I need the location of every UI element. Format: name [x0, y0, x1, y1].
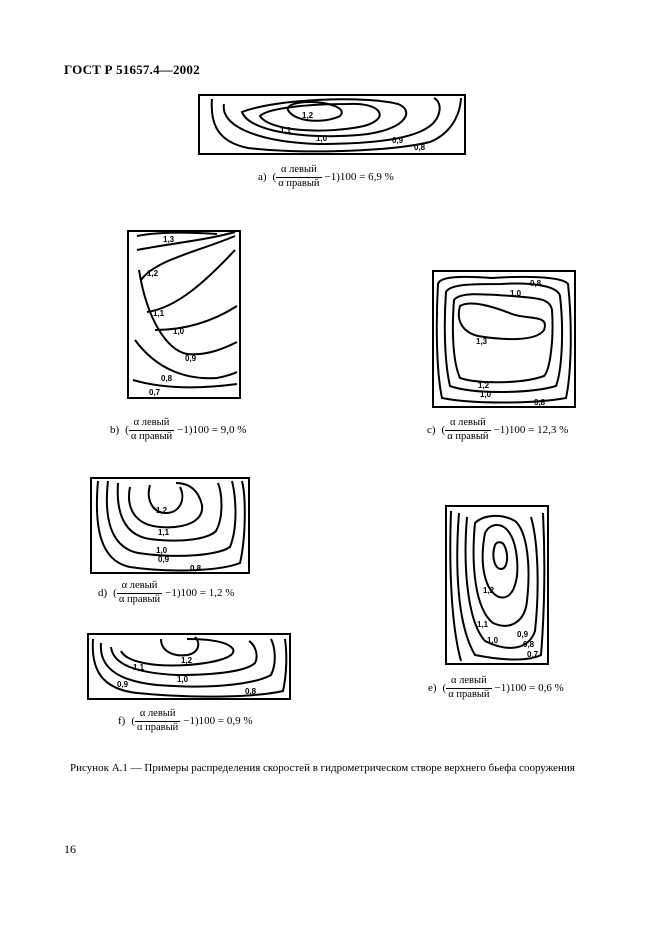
contour-label: 0,8: [190, 564, 202, 573]
contour-label: 1,0: [480, 390, 492, 399]
contour-label: 1,1: [477, 620, 489, 629]
contour-label: 0,8: [161, 374, 173, 383]
contour-label: 0,8: [414, 143, 426, 152]
formula-a: a) ( $\frac{\text{α левый}}{\text{α правый}}$ −1)100 = 6,9 %: [258, 164, 394, 189]
contour-label: 0,9: [117, 680, 129, 689]
contour-label: 1,1: [133, 663, 145, 672]
formula-e: e) ( $\frac{\text{α левый}}{\text{α правый}}$ −1)100 = 0,6 %: [428, 675, 564, 700]
formula-f: f) ( $\frac{\text{α левый}}{\text{α правый}}$ −1)100 = 0,9 %: [118, 708, 253, 733]
contour-label: 0,8: [523, 640, 535, 649]
contour-label: 1,1: [280, 126, 292, 135]
formula-b: b) ( $\frac{\text{α левый}}{\text{α правый}}$ −1)100 = 9,0 %: [110, 417, 247, 442]
contour-label: 1,2: [478, 381, 490, 390]
contour-label: 0,9: [392, 136, 404, 145]
contour-label: 1,3: [476, 337, 488, 346]
velocity-contour-plot-d: [90, 477, 250, 575]
velocity-contour-plot-e: [445, 505, 549, 667]
contour-label: 0,9: [517, 630, 529, 639]
contour-label: 1,0: [316, 134, 328, 143]
contour-label: 1,1: [153, 309, 165, 318]
document-header: ГОСТ Р 51657.4—2002: [64, 62, 200, 77]
velocity-contour-plot-c: [432, 270, 576, 410]
contour-label: 0,9: [185, 354, 197, 363]
contour-label: 1,1: [158, 528, 170, 537]
contour-label: 1,2: [181, 656, 193, 665]
contour-label: 0,8: [530, 279, 542, 288]
formula-d: d) ( $\frac{\text{α левый}}{\text{α правый}}$ −1)100 = 1,2 %: [98, 580, 235, 605]
contour-label: 0,8: [245, 687, 257, 696]
contour-label: 1,2: [147, 269, 159, 278]
contour-label: 1,2: [156, 506, 168, 515]
contour-label: 1,0: [487, 636, 499, 645]
contour-label: 1,3: [163, 235, 175, 244]
velocity-contour-plot-f: [87, 633, 291, 701]
contour-label: 0,9: [158, 555, 170, 564]
contour-label: 1,2: [302, 111, 314, 120]
formula-c: c) ( $\frac{\text{α левый}}{\text{α правый}}$ −1)100 = 12,3 %: [427, 417, 569, 442]
contour-label: 0,7: [527, 650, 539, 659]
contour-label: 1,0: [510, 289, 522, 298]
page-number: 16: [64, 842, 76, 856]
figure-caption: Рисунок А.1 — Примеры распределения скоростей в гидрометрическом створе верхнего бьефа сооружения: [70, 762, 575, 774]
contour-label: 0,8: [534, 398, 546, 407]
velocity-contour-plot-b: [127, 230, 241, 400]
contour-label: 1,0: [177, 675, 189, 684]
contour-label: 1,2: [483, 586, 495, 595]
contour-label: 1,0: [173, 327, 185, 336]
velocity-contour-plot-a: [198, 94, 466, 156]
contour-label: 0,7: [149, 388, 161, 397]
contour-label: 1,0: [156, 546, 168, 555]
